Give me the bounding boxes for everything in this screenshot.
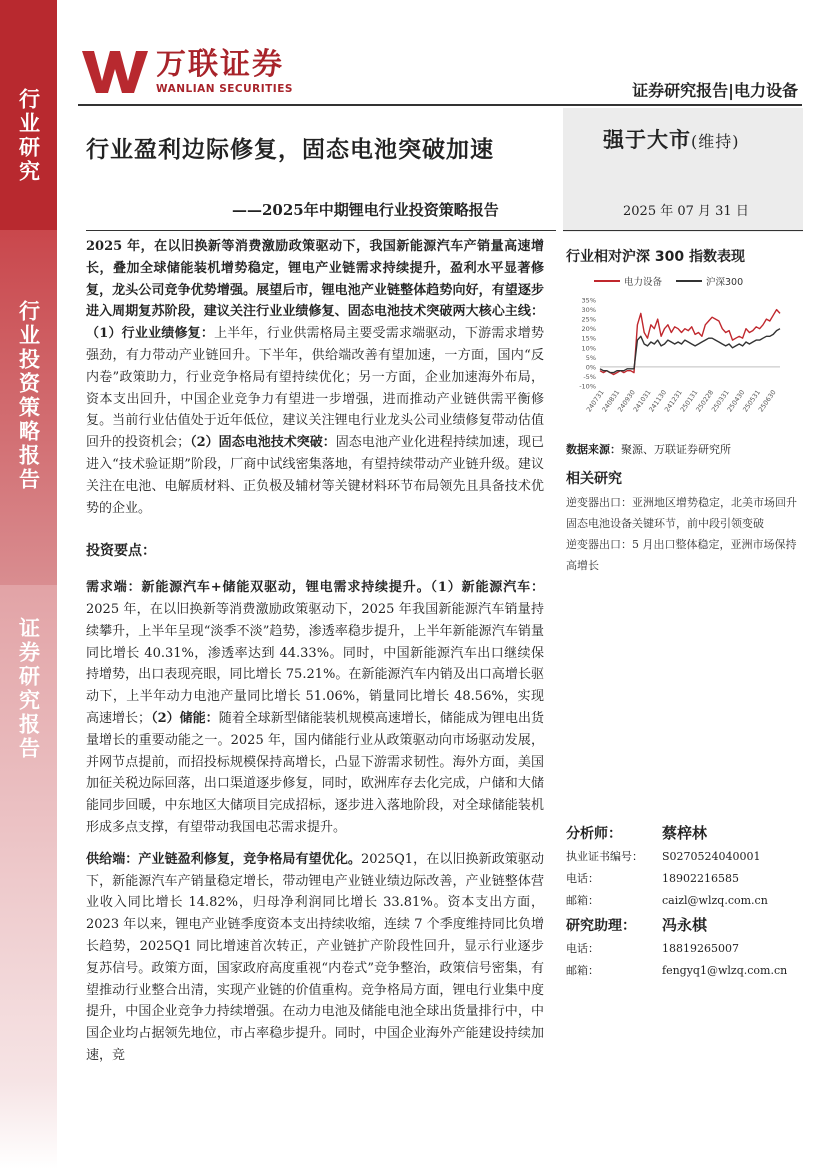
y-tick-label: 20% bbox=[581, 325, 596, 334]
report-type: 证券研究报告|电力设备 bbox=[632, 81, 798, 100]
source-text: 聚源、万联证券研究所 bbox=[621, 443, 731, 456]
analyst-role: 分析师： bbox=[566, 826, 622, 842]
analyst-cert-label: 执业证书编号： bbox=[566, 850, 643, 863]
sidebar-label-strategy-report: 行业投资策略报告 bbox=[16, 300, 41, 492]
sidebar-block-industry-research bbox=[0, 0, 57, 230]
rating-note: (维持) bbox=[691, 132, 740, 151]
y-tick-label: 15% bbox=[581, 334, 596, 343]
assistant-email-label: 邮箱： bbox=[566, 964, 599, 977]
related-research-title: 相关研究 bbox=[566, 471, 622, 487]
chart-svg bbox=[566, 270, 802, 435]
logo-chinese-name: 万联证券 bbox=[156, 47, 284, 82]
analyst-cert: S0270524040001 bbox=[662, 850, 761, 863]
summary-bold: 2025 年，在以旧换新等消费激励政策驱动下，我国新能源汽车产销量高速增长，叠加全球储能装机增势稳定，锂电产业链需求持续提升，盈利水平显著修复，龙头公司竞争优势增强。展望后市，锂电池产业链整体趋势向好，有望逐步进入周期复苏阶段，建议关注行业业绩修复、固态电池技术突破两大核心主线：（1）行业业绩修复： bbox=[86, 239, 544, 342]
x-tick-label: 250531 bbox=[741, 388, 763, 414]
demand-bold: 需求端：新能源汽车+储能双驱动，锂电需求持续提升。（1）新能源汽车： bbox=[86, 580, 544, 596]
supply-paragraph bbox=[86, 849, 544, 1067]
rating-box bbox=[563, 108, 803, 232]
x-tick-label: 240731 bbox=[584, 388, 606, 414]
body-divider-right bbox=[563, 230, 803, 231]
demand-paragraph bbox=[86, 577, 544, 839]
company-logo bbox=[80, 47, 293, 97]
x-tick-label: 250430 bbox=[725, 388, 747, 414]
supply-bold: 供给端：产业链盈利修复，竞争格局有望优化。 bbox=[86, 851, 362, 867]
y-tick-label: -10% bbox=[579, 382, 596, 391]
x-tick-label: 241031 bbox=[631, 388, 653, 414]
analyst-phone: 18902216585 bbox=[662, 872, 739, 885]
legend-label: 电力设备 bbox=[624, 277, 663, 288]
summary-text-2: 固态电池产业化进程持续加速，现已进入“技术验证期”阶段，厂商中试线密集落地，有望持续带动产业链升级。建议关注在电池、电解质材料、正负极及辅材等关键材料环节布局领先且具备技术优势的企业。 bbox=[86, 435, 544, 516]
relative-performance-chart bbox=[566, 270, 802, 435]
industry-rating bbox=[603, 124, 740, 154]
demand-text-2: 随着全球新型储能装机规模高速增长，储能成为锂电出货量增长的重要动能之一。2025 年，国内储能行业从政策驱动向市场驱动发展，并网节点提前，而招投标规模保持高增长，凸显下游需求韧性。海外方面，美国加征关税边际回落，出口渠道逐步修复，同时，欧洲库存去化完成，户储和大储能同步回暖，中东地区大储项目完成招标，逐步进入落地阶段，对全球储能装机形成多点支撑，有望带动我国电芯需求提升。 bbox=[86, 710, 544, 835]
assistant-phone: 18819265007 bbox=[662, 942, 739, 955]
source-label: 数据来源： bbox=[566, 443, 621, 456]
y-tick-label: 0% bbox=[585, 363, 596, 372]
investment-points-title: 投资要点： bbox=[86, 543, 156, 560]
sidebar-block-securities-report bbox=[0, 585, 57, 1169]
data-source bbox=[566, 441, 802, 457]
x-tick-label: 241130 bbox=[647, 388, 669, 414]
assistant-email[interactable]: fengyq1@wlzq.com.cn bbox=[662, 964, 788, 977]
analyst-email-label: 邮箱： bbox=[566, 894, 599, 907]
y-tick-label: 25% bbox=[581, 315, 596, 324]
report-subtitle: ——2025年中期锂电行业投资策略报告 bbox=[232, 201, 499, 219]
summary-bold-2: （2）固态电池技术突破： bbox=[190, 435, 336, 451]
report-title: 行业盈利边际修复，固态电池突破加速 bbox=[86, 137, 494, 163]
assistant-role: 研究助理： bbox=[566, 918, 636, 934]
assistant-name: 冯永棋 bbox=[662, 916, 708, 934]
series-line bbox=[600, 329, 780, 373]
body-divider-left bbox=[86, 230, 556, 231]
analyst-phone-label: 电话： bbox=[566, 872, 599, 885]
legend-label: 沪深300 bbox=[706, 277, 744, 288]
demand-text-1: 2025 年，在以旧换新等消费激励政策驱动下，2025 年我国新能源汽车销量持续攀升，上半年呈现“淡季不淡”趋势，渗透率稳步提升，上半年新能源汽车销量同比增长 40.31%，渗透率达到 44.33%。同时，中国新能源汽车出口继续保持增势，出口表现亮眼，同比增长 75.21%。在新能源汽车内销及出口高增长驱动下，上半年动力电池产量同比增长 51.06%，销量同比增长 48.56%，实现高速增长； bbox=[86, 601, 544, 726]
summary-paragraph bbox=[86, 236, 544, 519]
chart-section-title: 行业相对沪深 300 指数表现 bbox=[566, 249, 745, 265]
y-tick-label: 5% bbox=[585, 353, 596, 362]
related-item[interactable]: 逆变器出口：5 月出口整体稳定，亚洲市场保持高增长 bbox=[566, 538, 797, 572]
analyst-name: 蔡梓林 bbox=[662, 824, 708, 842]
header-divider bbox=[78, 104, 802, 106]
x-tick-label: 241231 bbox=[663, 388, 684, 414]
y-tick-label: 10% bbox=[581, 344, 596, 353]
x-tick-label: 240831 bbox=[600, 388, 622, 414]
main-text-column bbox=[86, 236, 544, 1067]
x-tick-label: 250131 bbox=[678, 388, 700, 414]
y-tick-label: 30% bbox=[581, 306, 596, 315]
x-tick-label: 240930 bbox=[616, 388, 637, 414]
rating-value: 强于大市 bbox=[603, 128, 691, 152]
summary-text-1: 上半年，行业供需格局主要受需求端驱动，下游需求增势强劲，有力带动产业链回升。下半年，供给端改善有望加速，一方面，国内“反内卷”政策助力，行业竞争格局有望持续优化；另一方面，企业加速海外布局，资本支出回升，中国企业竞争力有望进一步增强，进而推动产业链供需平衡修复。当前行业估值处于近年低位，建议关注锂电行业龙头公司业绩修复带动估值回升的投资机会； bbox=[86, 326, 544, 451]
report-date: 2025 年 07 月 31 日 bbox=[623, 204, 749, 219]
assistant-phone-label: 电话： bbox=[566, 942, 599, 955]
demand-bold-2: （2）储能： bbox=[151, 710, 219, 726]
related-item[interactable]: 逆变器出口：亚洲地区增势稳定，北美市场回升 bbox=[566, 496, 797, 509]
analyst-info bbox=[566, 822, 802, 984]
sidebar-block-strategy-report bbox=[0, 230, 57, 585]
x-tick-label: 250228 bbox=[694, 388, 716, 414]
sidebar-label-industry-research: 行业研究 bbox=[16, 88, 41, 184]
sidebar-label-securities-report: 证券研究报告 bbox=[16, 617, 41, 761]
analyst-email[interactable]: caizl@wlzq.com.cn bbox=[662, 894, 768, 907]
supply-text: 2025Q1，在以旧换新政策驱动下，新能源汽车产销量稳定增长，带动锂电产业链业绩边际改善，产业链整体营业收入同比增长 14.82%，归母净利润同比增长 33.81%。资本支出方面，2023 年以来，锂电产业链季度资本支出持续收缩，连续 7 个季度维持同比负增长趋势，2025Q1 同比增速首次转正，产业链扩产阶段性回升，显示行业逐步复苏信号。政策方面，国家政府高度重视“内卷式”竞争整治，政策信号密集，有望推动行业整合出清，实现产业链的价值重构。竞争格局方面，锂电行业集中度提升，中国企业竞争力持续增强。在动力电池及储能电池全球出货量排行中，中国企业均占据领先地位，市占率稳步提升。同时，中国企业海外产能建设持续加速，竞 bbox=[86, 851, 544, 1063]
related-research-list bbox=[566, 492, 802, 576]
x-tick-label: 250630 bbox=[756, 388, 778, 414]
y-tick-label: -5% bbox=[583, 372, 596, 381]
x-tick-label: 250331 bbox=[709, 388, 731, 414]
y-tick-label: 35% bbox=[581, 296, 596, 305]
logo-english-name: WANLIAN SECURITIES bbox=[156, 83, 293, 95]
related-item[interactable]: 固态电池设备关键环节，前中段引领变破 bbox=[566, 517, 764, 530]
wanlian-logo-icon bbox=[80, 47, 150, 97]
left-sidebar bbox=[0, 0, 57, 1169]
